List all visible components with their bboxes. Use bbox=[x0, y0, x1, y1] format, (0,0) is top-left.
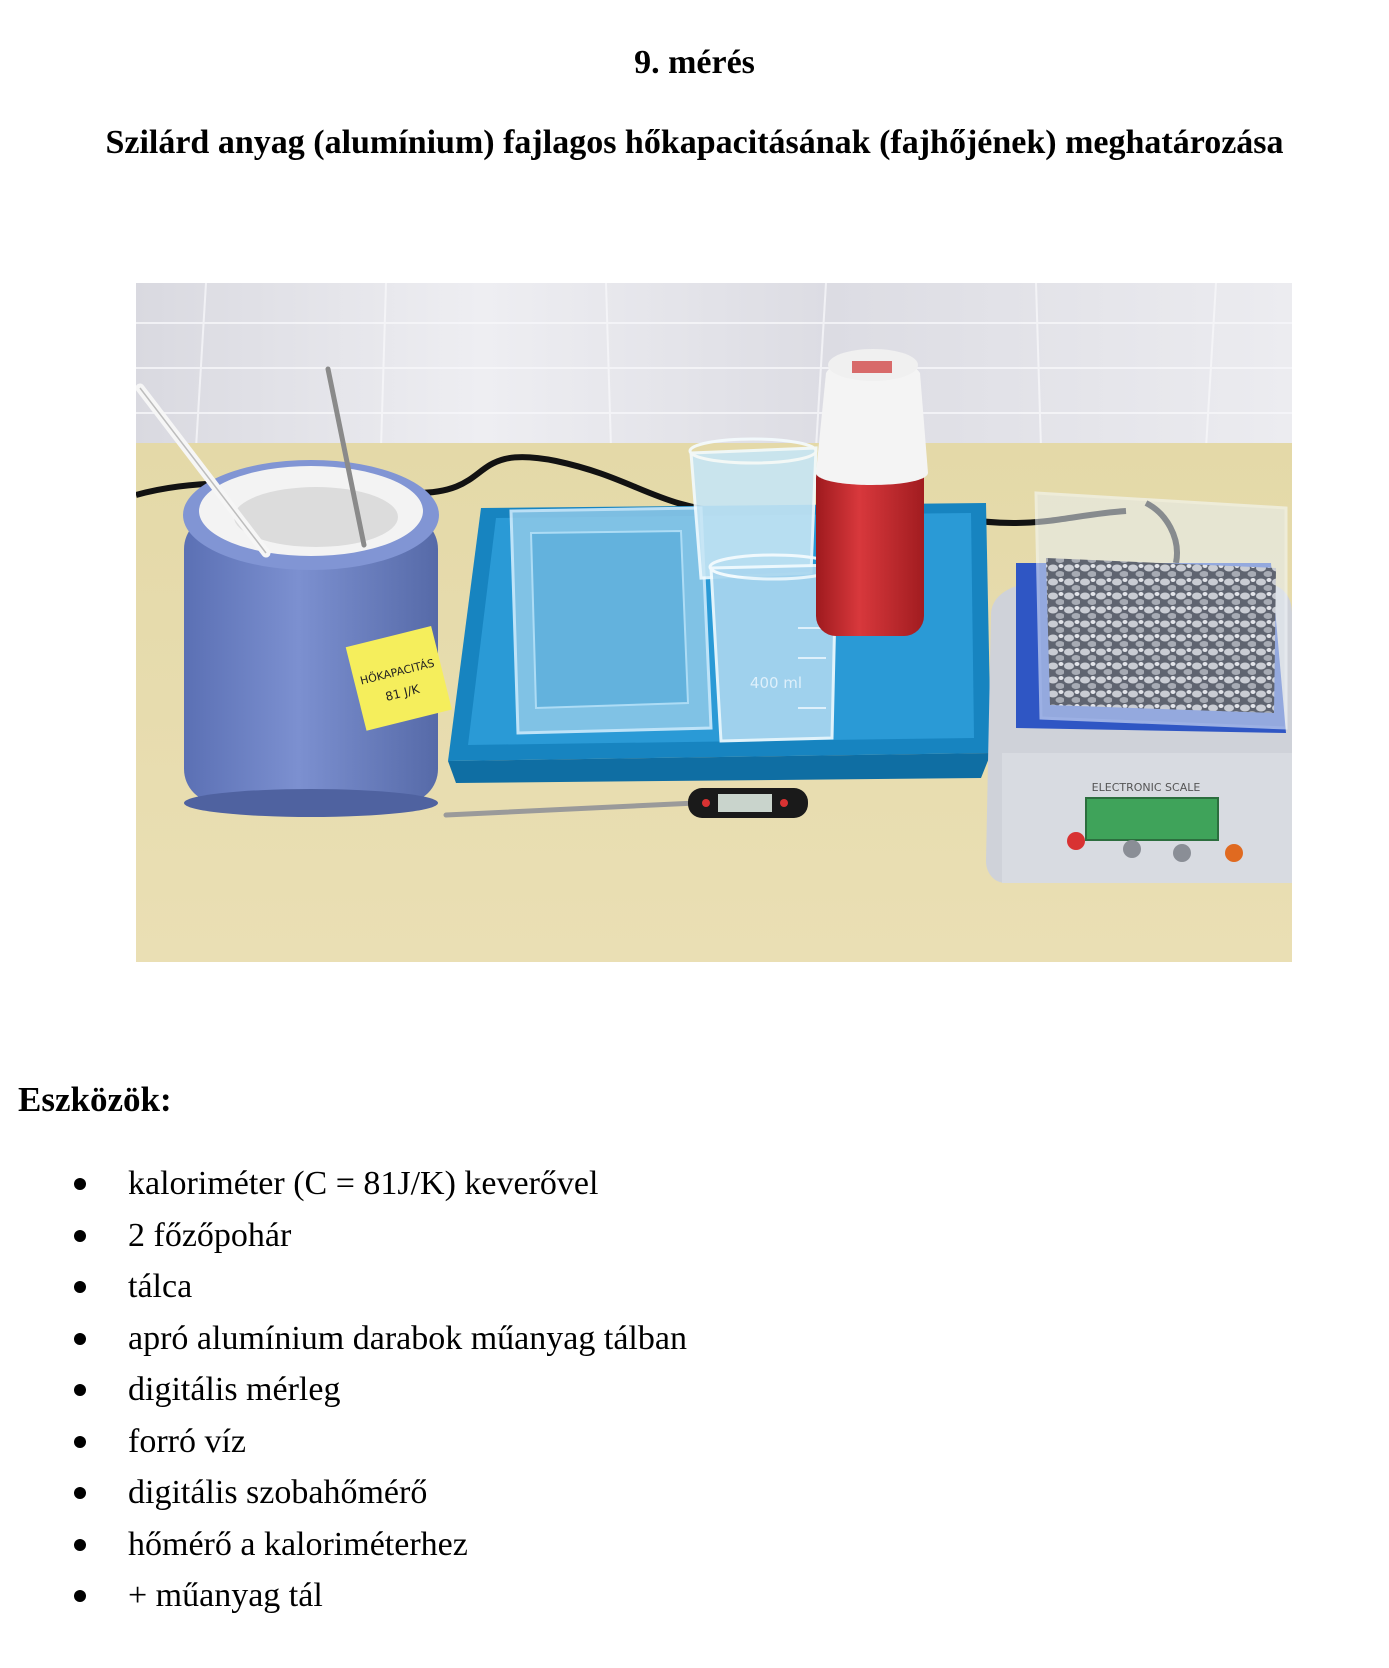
list-item bbox=[0, 1570, 687, 1622]
plastic-container bbox=[511, 508, 711, 733]
list-item-text: + műanyag tál bbox=[128, 1577, 323, 1614]
list-item-text: kaloriméter (C = 81J/K) keverővel bbox=[128, 1165, 599, 1202]
beaker-volume-label: 400 ml bbox=[749, 674, 803, 692]
list-item bbox=[0, 1261, 687, 1313]
tools-heading: Eszközök: bbox=[18, 1080, 172, 1119]
list-item bbox=[0, 1313, 687, 1365]
sticker-text-1: HŐKAPACITÁS bbox=[358, 656, 436, 688]
list-item-text: forró víz bbox=[128, 1422, 247, 1460]
bullet-icon bbox=[74, 1333, 86, 1345]
bullet-icon bbox=[74, 1539, 86, 1551]
document-subtitle: Szilárd anyag (alumínium) fajlagos hőkapacitásának (fajhőjének) meghatározása bbox=[105, 124, 1284, 161]
equipment-photo bbox=[136, 283, 1292, 962]
bullet-icon bbox=[74, 1230, 86, 1242]
bullet-icon bbox=[74, 1178, 86, 1190]
list-item bbox=[0, 1467, 687, 1519]
list-item-text: tálca bbox=[128, 1268, 193, 1305]
list-item bbox=[0, 1416, 687, 1468]
list-item-text: apró alumínium darabok műanyag tálban bbox=[128, 1319, 687, 1357]
bullet-icon bbox=[74, 1436, 86, 1448]
bullet-icon bbox=[74, 1590, 86, 1602]
bullet-icon bbox=[74, 1487, 86, 1499]
bullet-icon bbox=[74, 1281, 86, 1293]
red-thermos bbox=[816, 349, 928, 636]
list-item-text: digitális szobahőmérő bbox=[128, 1474, 428, 1511]
tools-list bbox=[0, 1158, 687, 1622]
list-item bbox=[0, 1158, 687, 1210]
aluminium-pieces-bowl bbox=[1036, 493, 1286, 728]
scale-label: ELECTRONIC SCALE bbox=[1091, 781, 1201, 794]
calorimeter bbox=[183, 460, 452, 817]
list-item bbox=[0, 1210, 687, 1262]
list-item-text: hőmérő a kaloriméterhez bbox=[128, 1525, 468, 1563]
list-item-text: 2 főzőpohár bbox=[128, 1216, 292, 1254]
list-item-text: digitális mérleg bbox=[128, 1371, 341, 1408]
list-item bbox=[0, 1519, 687, 1571]
bullet-icon bbox=[74, 1384, 86, 1396]
curtain bbox=[136, 283, 1292, 448]
list-item bbox=[0, 1364, 687, 1416]
scale-display bbox=[1086, 798, 1218, 840]
page-title: 9. mérés bbox=[634, 44, 755, 81]
sticker-text-2: 81 J/K bbox=[383, 681, 421, 704]
